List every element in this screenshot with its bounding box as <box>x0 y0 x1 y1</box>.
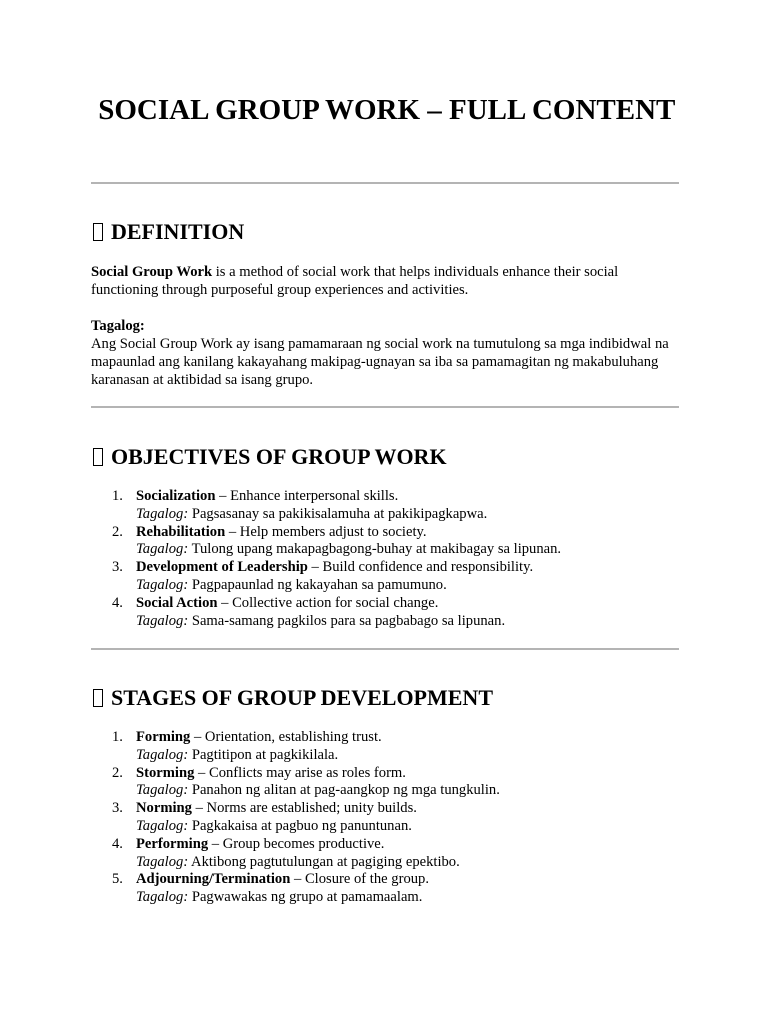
list-item-number: 3. <box>112 559 123 576</box>
list-item <box>91 765 679 801</box>
missing-glyph-icon <box>93 689 103 707</box>
tagalog-label: Tagalog: <box>136 853 189 870</box>
list-item-desc: – Enhance interpersonal skills. <box>215 488 399 504</box>
section-heading-label: STAGES OF GROUP DEVELOPMENT <box>111 685 493 710</box>
tagalog-label: Tagalog: <box>136 612 189 629</box>
stages-list <box>91 729 679 907</box>
list-item-desc: – Closure of the group. <box>290 871 429 888</box>
tagalog-text: Aktibong pagtutulungan at pagiging epektibo. <box>188 853 460 870</box>
tagalog-text: Sama-samang pagkilos para sa pagbabago sa lipunan. <box>188 612 506 629</box>
horizontal-rule <box>91 406 679 408</box>
list-item-desc: – Norms are established; unity builds. <box>191 800 417 817</box>
list-item-tagalog <box>136 577 679 595</box>
list-item-main <box>136 595 679 613</box>
tagalog-label: Tagalog: <box>136 746 189 763</box>
list-item-main <box>136 559 679 577</box>
section-heading-objectives <box>91 444 679 470</box>
list-item-tagalog <box>136 854 679 872</box>
list-item <box>91 729 679 765</box>
section-heading-label: DEFINITION <box>111 219 245 244</box>
horizontal-rule <box>91 182 679 184</box>
list-item-number: 5. <box>112 871 123 888</box>
list-item-number: 1. <box>112 488 123 504</box>
list-item-term: Adjourning/Termination <box>136 871 291 888</box>
list-item-main <box>136 871 679 889</box>
list-item <box>91 595 679 631</box>
list-item-tagalog <box>136 782 679 800</box>
list-item-tagalog <box>136 541 679 559</box>
definition-tagalog-text: Ang Social Group Work ay isang pamamaraan ng social work na tumutulong sa mga indibidwal na mapaunlad ang kanilang kakayahang makipag-ugnayan sa iba sa pamamagitan ng makabuluhang karanasan at aktibidad sa isang grupo. <box>91 336 669 388</box>
document-title: SOCIAL GROUP WORK – FULL CONTENT <box>91 94 676 126</box>
list-item-term: Storming <box>136 764 195 781</box>
list-item-term: Socialization <box>136 488 216 504</box>
tagalog-text: Pagsasanay sa pakikisalamuha at pakikipagkapwa. <box>188 505 488 522</box>
list-item-term: Social Action <box>136 594 218 611</box>
list-item <box>91 836 679 872</box>
tagalog-text: Pagpapaunlad ng kakayahan sa pamumuno. <box>188 576 447 593</box>
tagalog-label: Tagalog: <box>136 505 189 522</box>
tagalog-label: Tagalog: <box>136 782 189 799</box>
list-item-term: Rehabilitation <box>136 523 226 540</box>
list-item-desc: – Orientation, establishing trust. <box>190 729 382 745</box>
tagalog-text: Panahon ng alitan at pag-aangkop ng mga tungkulin. <box>188 782 500 799</box>
list-item-term: Forming <box>136 729 191 745</box>
list-item-tagalog <box>136 506 679 524</box>
tagalog-label: Tagalog: <box>136 541 189 558</box>
list-item-tagalog <box>136 613 679 631</box>
tagalog-text: Pagkakaisa at pagbuo ng panuntunan. <box>188 817 412 834</box>
definition-text: is a method of social work that helps individuals enhance their social functioning through purposeful group experiences and activities. <box>91 264 619 298</box>
list-item-number: 2. <box>112 764 123 781</box>
tagalog-label: Tagalog: <box>136 817 189 834</box>
definition-paragraph <box>91 263 679 299</box>
horizontal-rule <box>91 648 679 650</box>
list-item-term: Performing <box>136 835 209 852</box>
list-item-number: 1. <box>112 729 123 745</box>
list-item <box>91 488 679 524</box>
list-item-main <box>136 800 679 818</box>
list-item-desc: – Help members adjust to society. <box>225 523 427 540</box>
list-item-number: 2. <box>112 523 123 540</box>
section-heading-stages <box>91 685 679 711</box>
list-item-tagalog <box>136 889 679 907</box>
definition-tagalog-label <box>91 317 679 335</box>
tagalog-text: Tulong upang makapagbagong-buhay at makibagay sa lipunan. <box>188 541 562 558</box>
tagalog-text: Pagwawakas ng grupo at pamamaalam. <box>188 889 423 906</box>
tagalog-label: Tagalog: <box>136 576 189 593</box>
list-item <box>91 559 679 595</box>
list-item-main <box>136 524 679 542</box>
list-item-number: 3. <box>112 800 123 817</box>
list-item-number: 4. <box>112 835 123 852</box>
missing-glyph-icon <box>93 223 103 241</box>
list-item-desc: – Conflicts may arise as roles form. <box>194 764 406 781</box>
list-item-desc: – Group becomes productive. <box>208 835 385 852</box>
list-item-desc: – Build confidence and responsibility. <box>307 559 534 576</box>
list-item-main <box>136 836 679 854</box>
list-item-term: Norming <box>136 800 192 817</box>
definition-term: Social Group Work <box>91 264 213 280</box>
tagalog-label: Tagalog: <box>136 889 189 906</box>
missing-glyph-icon <box>93 448 103 466</box>
list-item <box>91 871 679 907</box>
list-item-main <box>136 729 679 747</box>
list-item-tagalog <box>136 818 679 836</box>
section-heading-definition <box>91 219 679 245</box>
objectives-list <box>91 488 679 630</box>
list-item-term: Development of Leadership <box>136 559 308 576</box>
list-item-desc: – Collective action for social change. <box>217 594 439 611</box>
tagalog-text: Pagtitipon at pagkikilala. <box>188 746 339 763</box>
list-item-number: 4. <box>112 594 123 611</box>
section-heading-label: OBJECTIVES OF GROUP WORK <box>111 444 447 469</box>
list-item-main <box>136 765 679 783</box>
list-item <box>91 524 679 560</box>
list-item-tagalog <box>136 747 679 765</box>
tagalog-label: Tagalog: <box>91 318 145 334</box>
list-item-main <box>136 488 679 506</box>
list-item <box>91 800 679 836</box>
